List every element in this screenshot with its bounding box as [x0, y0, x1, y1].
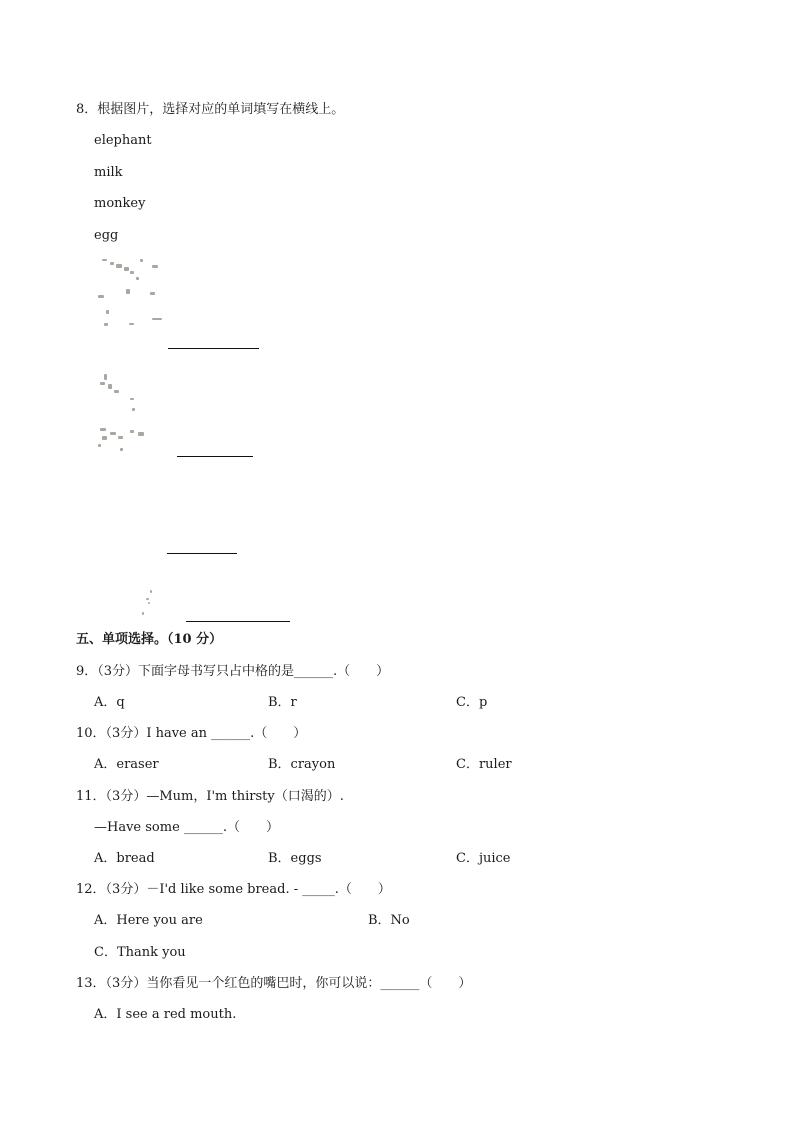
q13-option-a[interactable]: A．I see a red mouth. [94, 1007, 237, 1022]
picture-2 [96, 372, 156, 456]
question-9-stem: 9．（3分）下面字母书写只占中格的是______.（ ） [76, 664, 390, 679]
word-option-monkey: monkey [94, 196, 146, 211]
question-13-stem: 13．（3分）当你看见一个红色的嘴巴时，你可以说：______（ ） [76, 976, 472, 991]
q12-option-c[interactable]: C．Thank you [94, 945, 186, 960]
question-11-line2: —Have some ______.（ ） [94, 820, 280, 835]
q9-option-a[interactable]: A．q [94, 695, 125, 710]
word-option-milk: milk [94, 165, 123, 180]
q9-option-b[interactable]: B．r [268, 695, 297, 710]
question-8-title: 8．根据图片，选择对应的单词填写在横线上。 [76, 102, 345, 117]
answer-blank-1[interactable] [168, 348, 259, 349]
question-11-stem: 11．（3分）—Mum，I'm thirsty（口渴的）. [76, 789, 344, 804]
picture-3 [96, 480, 156, 550]
word-option-egg: egg [94, 228, 119, 243]
answer-blank-4[interactable] [186, 621, 290, 622]
q12-option-b[interactable]: B．No [368, 913, 410, 928]
q10-option-b[interactable]: B．crayon [268, 757, 336, 772]
q11-option-b[interactable]: B．eggs [268, 851, 322, 866]
q11-option-c[interactable]: C．juice [456, 851, 511, 866]
q10-option-a[interactable]: A．eraser [94, 757, 159, 772]
word-option-elephant: elephant [94, 133, 152, 148]
q10-option-c[interactable]: C．ruler [456, 757, 512, 772]
picture-4 [136, 588, 166, 620]
answer-blank-3[interactable] [167, 553, 237, 554]
q11-option-a[interactable]: A．bread [94, 851, 155, 866]
q9-option-c[interactable]: C．p [456, 695, 488, 710]
section-5-title: 五、单项选择。（10 分） [76, 632, 223, 647]
answer-blank-2[interactable] [177, 456, 253, 457]
picture-1 [96, 255, 168, 331]
q12-option-a[interactable]: A．Here you are [94, 913, 203, 928]
question-10-stem: 10．（3分）I have an ______.（ ） [76, 726, 307, 741]
question-12-stem: 12．（3分）－I'd like some bread. - _____.（ ） [76, 882, 391, 897]
